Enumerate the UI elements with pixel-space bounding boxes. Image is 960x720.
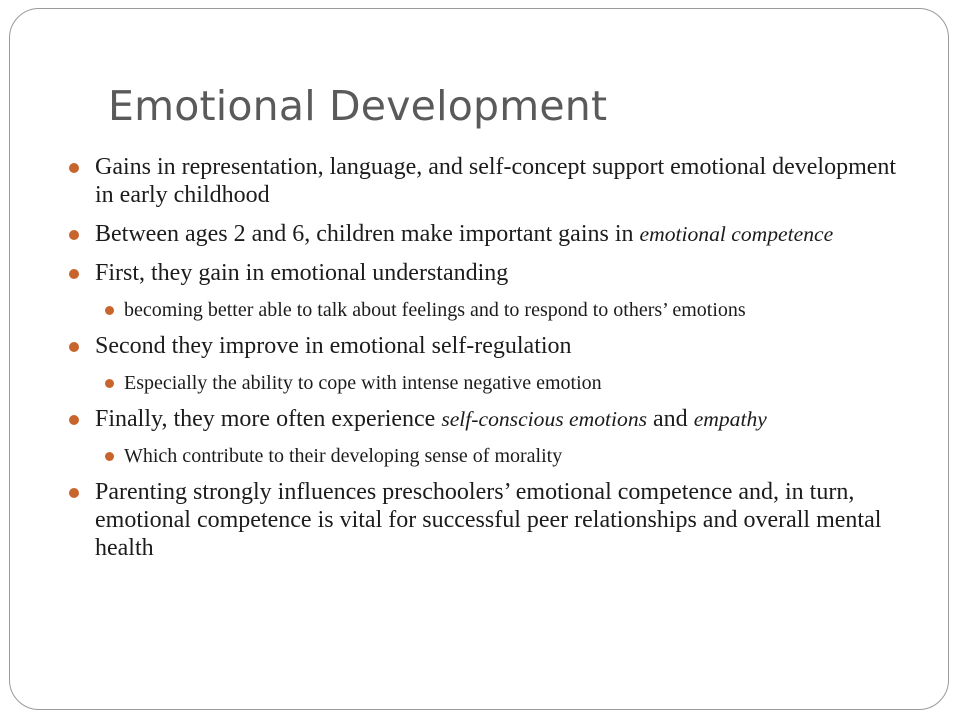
bullet-text: Finally, they more often experience (95, 406, 442, 432)
bullet-item (95, 153, 905, 209)
bullet-dot-icon (69, 488, 79, 498)
emphasis-text: emotional competence (639, 222, 834, 246)
bullet-text: Second they improve in emotional self-regulation (95, 333, 572, 359)
bullet-item (95, 220, 905, 248)
bullet-text-connector: and (647, 406, 694, 432)
bullet-dot-icon (69, 163, 79, 173)
bullet-text: First, they gain in emotional understanding (95, 260, 509, 286)
sub-bullet-item (124, 298, 905, 322)
bullet-dot-icon (105, 379, 114, 388)
bullet-item (95, 259, 905, 287)
slide-title: Emotional Development (108, 82, 608, 130)
emphasis-text: self-conscious emotions (441, 407, 648, 431)
bullet-dot-icon (69, 342, 79, 352)
emphasis-text: empathy (693, 407, 767, 431)
sub-bullet-item (124, 371, 905, 395)
bullet-item (95, 332, 905, 360)
bullet-text: Gains in representation, language, and self-concept support emotional development in early childhood (95, 154, 897, 208)
bullet-text: Parenting strongly influences preschoolers’ emotional competence and, in turn, emotional competence is vital for successful peer relationships and overall mental health (95, 479, 882, 561)
bullet-dot-icon (69, 269, 79, 279)
sub-bullet-item (124, 444, 905, 468)
bullet-text: Between ages 2 and 6, children make important gains in (95, 221, 640, 247)
bullet-item (95, 405, 905, 433)
sub-bullet-text: Especially the ability to cope with intense negative emotion (124, 372, 602, 394)
bullet-item (95, 478, 905, 562)
bullet-dot-icon (105, 306, 114, 315)
sub-bullet-text: becoming better able to talk about feelings and to respond to others’ emotions (124, 299, 746, 321)
bullet-dot-icon (69, 230, 79, 240)
bullet-list (95, 153, 905, 573)
bullet-dot-icon (105, 452, 114, 461)
sub-bullet-text: Which contribute to their developing sense of morality (124, 445, 563, 467)
bullet-dot-icon (69, 415, 79, 425)
